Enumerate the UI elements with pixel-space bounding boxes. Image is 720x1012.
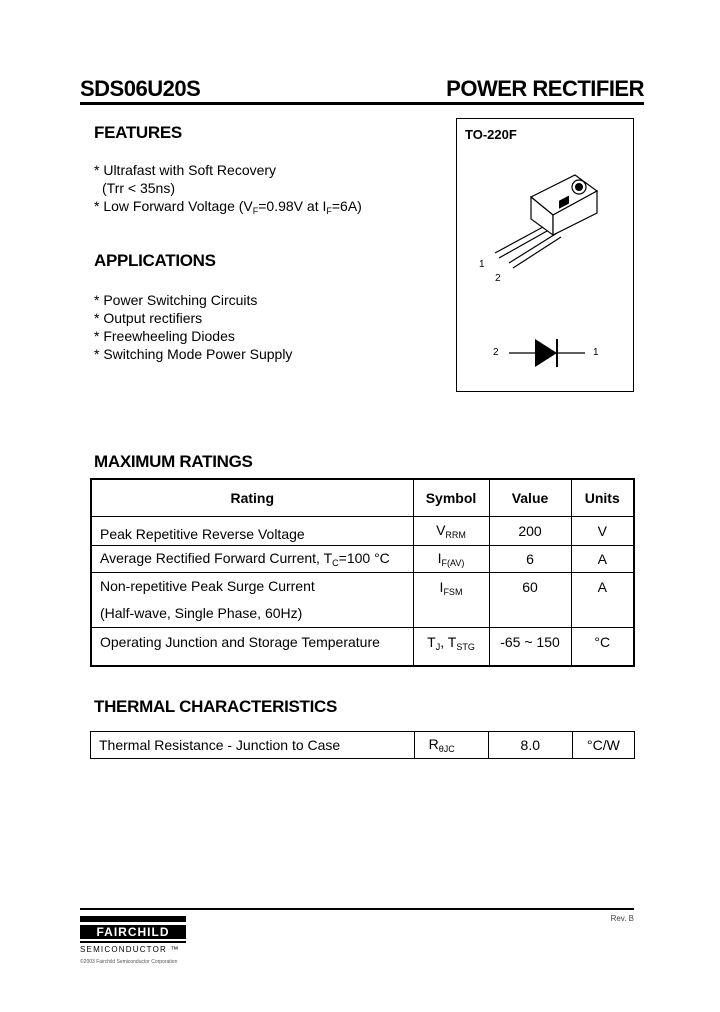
header-rating: Rating bbox=[91, 479, 413, 517]
rating-cell: Peak Repetitive Reverse Voltage bbox=[91, 517, 413, 546]
symbol-cell: $T_J$, $T_{STG}$ bbox=[413, 628, 489, 666]
symbol-anode-label: 2 bbox=[493, 347, 499, 358]
max-ratings-title: MAXIMUM RATINGS bbox=[94, 452, 253, 471]
logo-subtitle: SEMICONDUCTOR ™ bbox=[80, 945, 180, 954]
table-header-row bbox=[91, 479, 634, 517]
applications-list bbox=[94, 291, 292, 363]
diode-triangle-icon bbox=[535, 339, 557, 367]
copyright: ©2003 Fairchild Semiconductor Corporation bbox=[80, 959, 178, 965]
logo-bar bbox=[80, 941, 186, 943]
table-row bbox=[91, 546, 634, 573]
max-ratings-table bbox=[90, 478, 635, 667]
header-symbol: Symbol bbox=[413, 479, 489, 517]
feature-item: * Ultrafast with Soft Recovery bbox=[94, 162, 277, 178]
feature-item: (Trr < 35ns) bbox=[102, 180, 175, 196]
footer-rule bbox=[80, 908, 634, 910]
value-cell: 8.0 bbox=[488, 732, 572, 759]
table-row bbox=[91, 732, 635, 759]
header-units: Units bbox=[571, 479, 634, 517]
value-cell: 60 bbox=[489, 573, 571, 628]
mounting-hole-center bbox=[575, 183, 583, 191]
symbol-cathode-label: 1 bbox=[593, 347, 599, 358]
revision-label: Rev. B bbox=[610, 914, 634, 923]
rating-cell: Thermal Resistance - Junction to Case bbox=[99, 737, 341, 753]
symbol-cell: $R_{\theta JC}$ bbox=[414, 732, 488, 759]
part-number: SDS06U20S bbox=[80, 76, 201, 101]
package-drawing bbox=[457, 119, 633, 391]
units-cell: °C/W bbox=[572, 732, 634, 759]
symbol-cell: $I_{F(AV)}$ bbox=[413, 546, 489, 573]
features-list bbox=[94, 161, 362, 220]
application-item: * Power Switching Circuits bbox=[94, 292, 258, 308]
features-title: FEATURES bbox=[94, 123, 182, 142]
rating-cell: Average Rectified Forward Current, $T_C=100$ °C bbox=[91, 546, 413, 573]
thermal-table bbox=[90, 731, 635, 759]
table-row bbox=[91, 517, 634, 546]
units-cell: A bbox=[571, 573, 634, 628]
value-cell: 200 bbox=[489, 517, 571, 546]
header-value: Value bbox=[489, 479, 571, 517]
header-rule bbox=[80, 102, 644, 105]
fairchild-logo: FAIRCHILD bbox=[80, 925, 186, 939]
package-title: TO-220F bbox=[465, 127, 517, 142]
units-cell: V bbox=[571, 517, 634, 546]
rating-cell: Non-repetitive Peak Surge Current (Half-wave, Single Phase, 60Hz) bbox=[91, 573, 413, 628]
application-item: * Switching Mode Power Supply bbox=[94, 346, 293, 362]
pin2-label: 2 bbox=[495, 273, 501, 284]
logo-bar bbox=[80, 916, 186, 922]
table-row bbox=[91, 628, 634, 666]
pin1-label: 1 bbox=[479, 259, 485, 270]
units-cell: A bbox=[571, 546, 634, 573]
application-item: * Freewheeling Diodes bbox=[94, 328, 235, 344]
applications-title: APPLICATIONS bbox=[94, 251, 216, 270]
application-item: * Output rectifiers bbox=[94, 310, 203, 326]
feature-item: * Low Forward Voltage ($V_F=0.98V$ at $I_F=6A$) bbox=[94, 198, 362, 216]
value-cell: -65 ~ 150 bbox=[489, 628, 571, 666]
units-cell: °C bbox=[571, 628, 634, 666]
package-box bbox=[456, 118, 634, 392]
device-type: POWER RECTIFIER bbox=[446, 76, 644, 101]
value-cell: 6 bbox=[489, 546, 571, 573]
symbol-cell: $I_{FSM}$ bbox=[413, 573, 489, 628]
rating-cell: Operating Junction and Storage Temperature bbox=[91, 628, 413, 666]
symbol-cell: $V_{RRM}$ bbox=[413, 517, 489, 546]
thermal-title: THERMAL CHARACTERISTICS bbox=[94, 697, 338, 716]
table-row bbox=[91, 573, 634, 628]
